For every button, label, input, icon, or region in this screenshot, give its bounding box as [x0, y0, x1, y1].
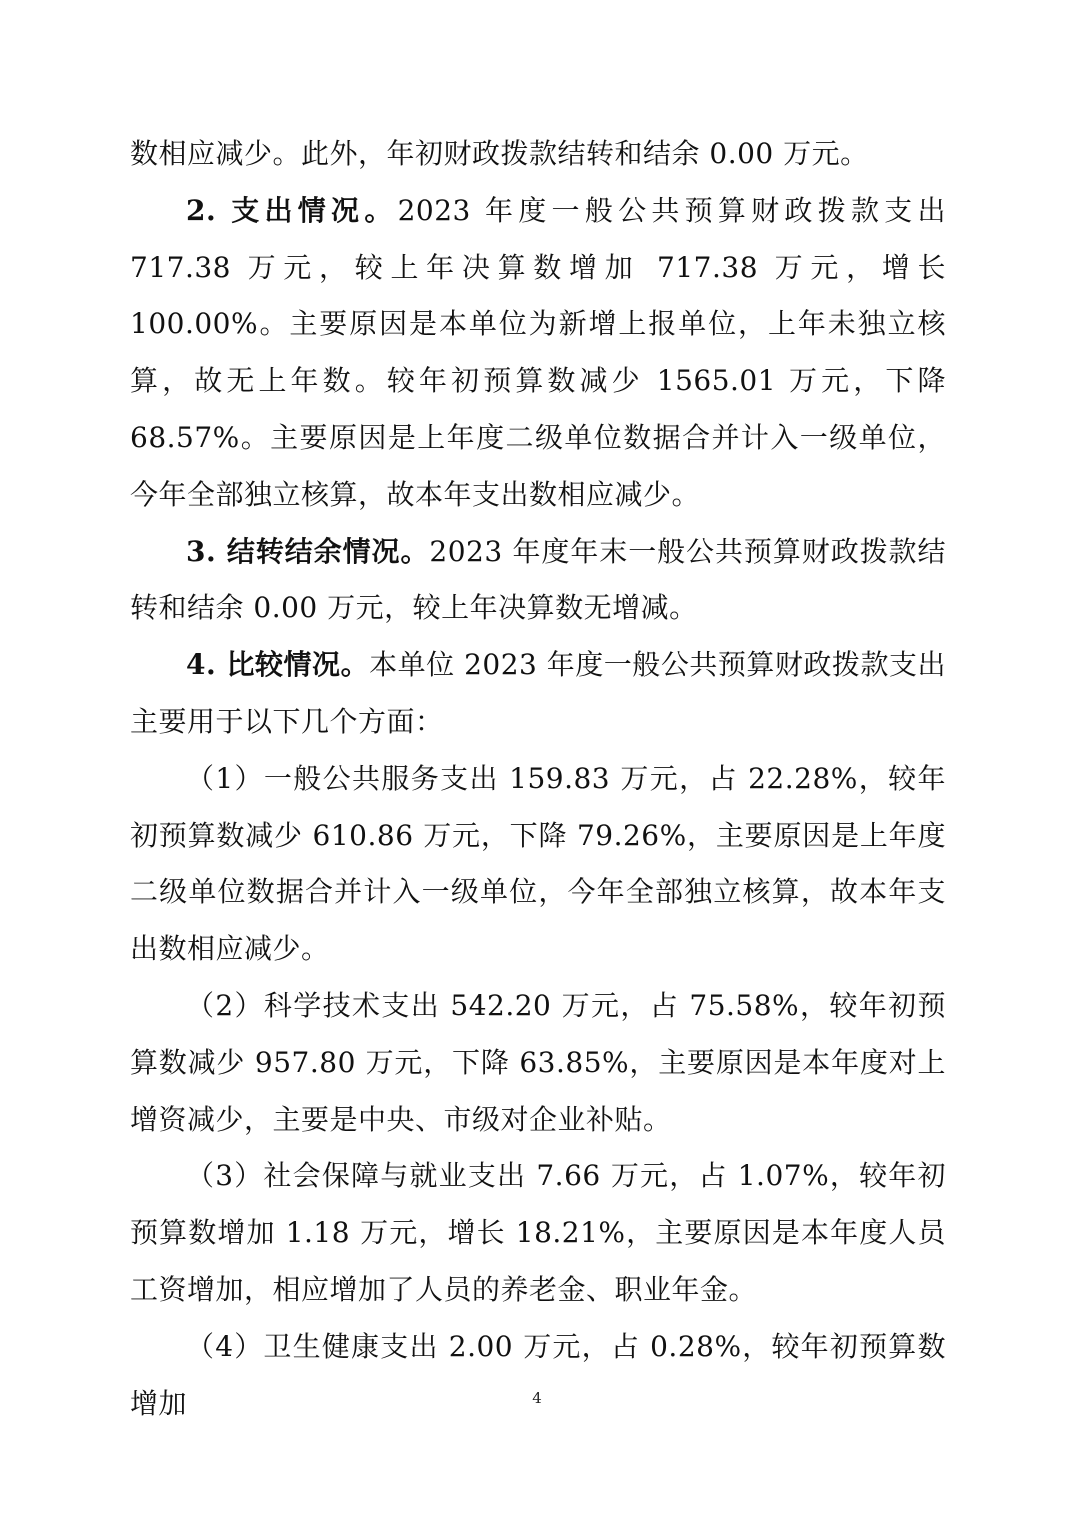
paragraph-text: 2023 年度年末一般公共预算财政拨款结转和结余 0.00 万元，较上年决算数无增减。	[130, 534, 946, 625]
paragraph-heading: 2. 支出情况。	[186, 193, 398, 227]
list-item-science-technology	[130, 978, 946, 1148]
paragraph-heading: 4. 比较情况。	[186, 648, 370, 682]
list-item-general-public-services	[130, 751, 946, 978]
paragraph-text: （1）一般公共服务支出 159.83 万元，占 22.28%，较年初预算数减少 610.86 万元，下降 79.26%，主要原因是上年度二级单位数据合并计入一级单位，今年全部独立核算，故本年支出数相应减少。	[130, 761, 946, 966]
paragraph-text: （2）科学技术支出 542.20 万元，占 75.58%，较年初预算数减少 957.80 万元，下降 63.85%，主要原因是本年度对上增资减少，主要是中央、市级对企业补贴。	[130, 988, 946, 1136]
document-body	[130, 126, 946, 1432]
paragraph-carryover	[130, 524, 946, 638]
paragraph-expenditure	[130, 183, 946, 524]
list-item-social-security	[130, 1148, 946, 1318]
paragraph-text: 数相应减少。此外，年初财政拨款结转和结余 0.00 万元。	[130, 137, 869, 170]
paragraph-continuation	[130, 126, 946, 183]
page-number: 4	[532, 1389, 542, 1407]
paragraph-comparison	[130, 637, 946, 751]
paragraph-text: 2023 年度一般公共预算财政拨款支出 717.38 万元，较上年决算数增加 717.38 万元，增长 100.00%。主要原因是本单位为新增上报单位，上年未独立核算，故无上年数。较年初预算数减少 1565.01 万元，下降 68.57%。主要原因是上年度二级单位数据合并计入一级单位，今年全部独立核算，故本年支出数相应减少。	[130, 193, 946, 511]
paragraph-text: 本单位 2023 年度一般公共预算财政拨款支出主要用于以下几个方面：	[130, 648, 946, 738]
paragraph-text: （4）卫生健康支出 2.00 万元，占 0.28%，较年初预算数增加	[130, 1329, 946, 1420]
paragraph-text: （3）社会保障与就业支出 7.66 万元，占 1.07%，较年初预算数增加 1.18 万元，增长 18.21%，主要原因是本年度人员工资增加，相应增加了人员的养老金、职业年金。	[130, 1159, 946, 1306]
list-item-health	[130, 1319, 946, 1433]
paragraph-heading: 3. 结转结余情况。	[186, 534, 430, 568]
